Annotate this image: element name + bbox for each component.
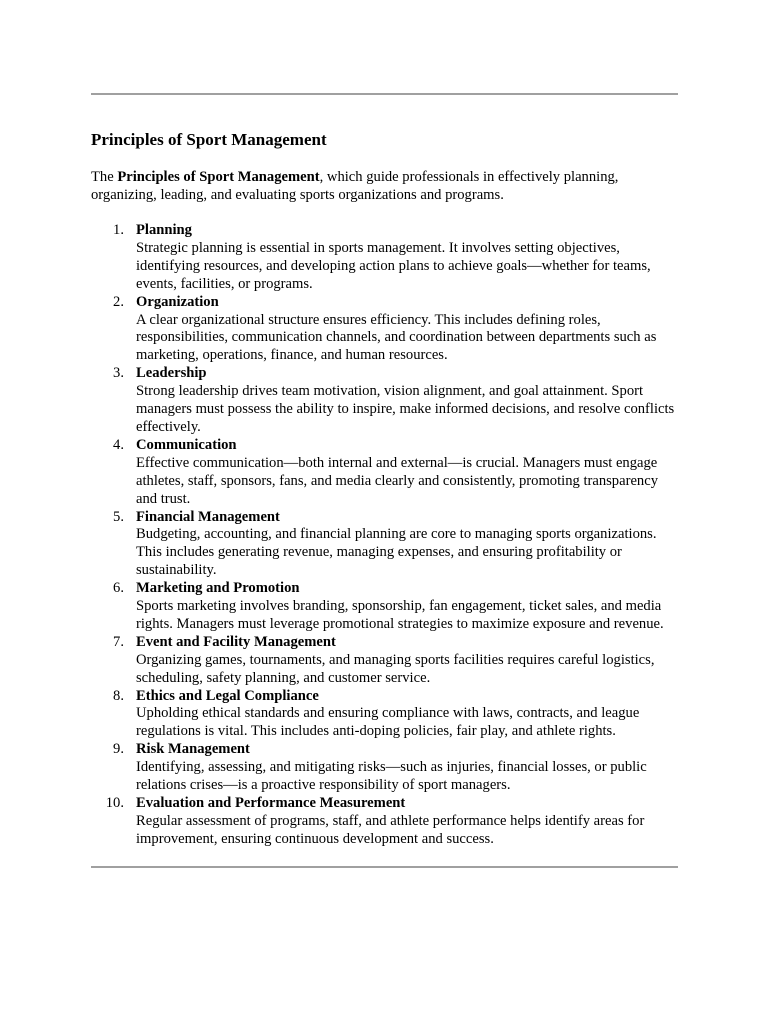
list-item: [91, 294, 678, 366]
item-number: 3.: [113, 365, 124, 382]
list-item: [91, 580, 678, 634]
item-description: Budgeting, accounting, and financial planning are core to managing sports organizations. This includes generating revenue, managing expenses, and ensuring profitability or sustainability.: [136, 526, 657, 579]
item-heading: Planning: [136, 222, 192, 238]
item-description: Regular assessment of programs, staff, and athlete performance helps identify areas for improvement, ensuring continuous development and success.: [136, 812, 645, 847]
item-number: 9.: [113, 741, 124, 758]
item-description: Upholding ethical standards and ensuring compliance with laws, contracts, and league regulations is vital. This includes anti-doping policies, fair play, and athlete rights.: [136, 705, 640, 740]
list-item: [91, 688, 678, 742]
item-description: Sports marketing involves branding, sponsorship, fan engagement, ticket sales, and media rights. Managers must leverage promotional strategies to maximize exposure and revenue.: [136, 598, 664, 632]
principles-list: [91, 222, 678, 849]
intro-paragraph: [91, 168, 678, 204]
item-heading: Event and Facility Management: [136, 633, 336, 650]
item-heading: Organization: [136, 293, 219, 310]
item-number: 8.: [113, 687, 124, 704]
item-number: 1.: [113, 222, 124, 238]
list-item: [91, 634, 678, 688]
list-item: [91, 365, 678, 437]
list-item: [91, 509, 678, 581]
item-description: Identifying, assessing, and mitigating risks—such as injuries, financial losses, or public relations crises—is a proactive responsibility of sport managers.: [136, 759, 647, 794]
item-heading: Ethics and Legal Compliance: [136, 687, 319, 704]
item-heading: Risk Management: [136, 741, 250, 758]
item-heading: Communication: [136, 436, 237, 453]
top-divider: [91, 93, 678, 95]
item-heading: Evaluation and Performance Measurement: [136, 795, 406, 811]
item-description: A clear organizational structure ensures efficiency. This includes defining roles, responsibilities, communication channels, and coordination between departments such as marketing, operations, finance, and human resources.: [136, 311, 657, 364]
item-heading: Leadership: [136, 365, 207, 382]
item-description: Strong leadership drives team motivation, vision alignment, and goal attainment. Sport managers must possess the ability to inspire, make informed decisions, and resolve conflicts effectively.: [136, 383, 675, 435]
item-number: 6.: [113, 580, 124, 597]
bottom-divider: [91, 866, 678, 868]
item-number: 2.: [113, 293, 124, 310]
item-number: 4.: [113, 436, 124, 453]
item-number: 7.: [113, 633, 124, 650]
item-heading: Financial Management: [136, 508, 280, 525]
intro-bold: Principles of Sport Management: [117, 169, 320, 185]
intro-prefix: The: [91, 169, 118, 185]
document-page: [91, 0, 678, 868]
list-item: [91, 795, 678, 849]
item-description: Organizing games, tournaments, and managing sports facilities requires careful logistics, scheduling, safety planning, and customer service.: [136, 651, 655, 686]
item-description: Strategic planning is essential in sports management. It involves setting objectives, identifying resources, and developing action plans to achieve goals—whether for teams, events, facilities, or programs.: [136, 239, 651, 292]
list-item: [91, 741, 678, 795]
item-number: 5.: [113, 508, 124, 525]
item-number: 10.: [105, 795, 124, 811]
item-description: Effective communication—both internal and external—is crucial. Managers must engage athletes, staff, sponsors, fans, and media clearly and consistently, promoting transparency and trust.: [136, 454, 658, 507]
page-title: Principles of Sport Management: [91, 130, 327, 149]
item-heading: Marketing and Promotion: [136, 580, 300, 597]
list-item: [91, 437, 678, 509]
list-item: [91, 222, 678, 294]
intro-suffix: , which guide professionals in effectively planning, organizing, leading, and evaluating sports organizations and programs.: [91, 169, 619, 203]
